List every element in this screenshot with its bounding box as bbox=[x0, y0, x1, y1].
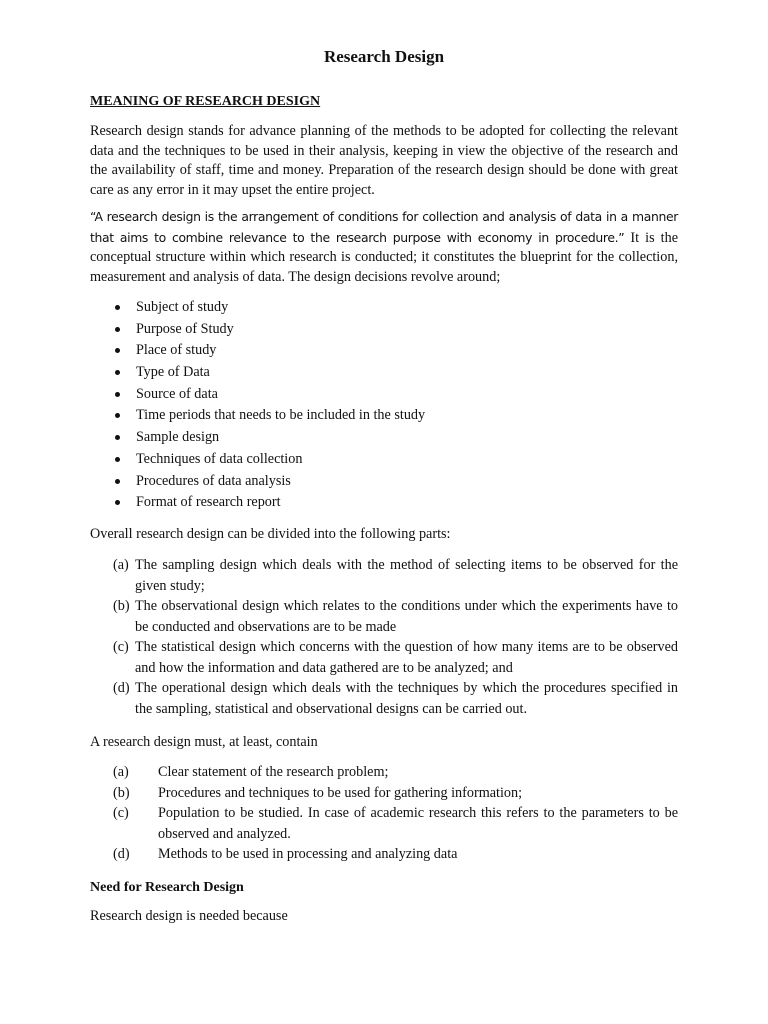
definition-paragraph bbox=[90, 207, 678, 287]
need-intro: Research design is needed because bbox=[90, 908, 288, 924]
list-item: Time periods that needs to be included in the study bbox=[90, 405, 425, 427]
list-item: (b) The observational design which relates to the conditions under which the experiments have to be conducted and observations are to be made bbox=[113, 598, 678, 635]
list-item: Source of data bbox=[90, 384, 425, 406]
list-item: Format of research report bbox=[90, 492, 425, 514]
list-item: Sample design bbox=[90, 427, 425, 449]
bullet-icon bbox=[115, 327, 120, 332]
parts-intro: Overall research design can be divided into the following parts: bbox=[90, 526, 451, 542]
list-item: Place of study bbox=[90, 340, 425, 362]
list-item: Purpose of Study bbox=[90, 319, 425, 341]
bullet-icon bbox=[115, 348, 120, 353]
bullet-icon bbox=[115, 435, 120, 440]
list-item: (b) Procedures and techniques to be used for gathering information; bbox=[113, 784, 523, 801]
bullet-icon bbox=[115, 500, 120, 505]
list-item: (a) The sampling design which deals with the method of selecting items to be observed for the given study; bbox=[113, 557, 678, 594]
section-heading: MEANING OF RESEARCH DESIGN bbox=[90, 94, 321, 109]
intro-paragraph: Research design stands for advance planning of the methods to be adopted for collecting the relevant data and the techniques to be used in their analysis, keeping in view the objective of the research and the availability of staff, time and money. Preparation of the research design should be done with great care as any error in it may upset the entire project. bbox=[90, 123, 678, 198]
list-item: Subject of study bbox=[90, 297, 425, 319]
bullet-icon bbox=[115, 413, 120, 418]
definition-rest: It is the conceptual structure within which research is conducted; it constitutes the blueprint for the collection, measurement and analysis of data. The design decisions revolve around; bbox=[90, 229, 678, 285]
design-decisions-list bbox=[90, 297, 425, 514]
definition-quote: “A research design is the arrangement of conditions for collection and analysis of data in a manner that aims to combine relevance to the research purpose with economy in procedure.” bbox=[90, 209, 678, 245]
bullet-icon bbox=[115, 479, 120, 484]
bullet-icon bbox=[115, 305, 120, 310]
bullet-icon bbox=[115, 392, 120, 397]
bullet-icon bbox=[115, 370, 120, 375]
contain-intro: A research design must, at least, contain bbox=[90, 734, 318, 750]
list-item: (d) Methods to be used in processing and analyzing data bbox=[113, 846, 458, 862]
list-item: Techniques of data collection bbox=[90, 449, 425, 471]
list-item: (d) The operational design which deals with the techniques by which the procedures specified in the sampling, statistical and observational designs can be carried out. bbox=[113, 680, 678, 717]
list-item: (c) Population to be studied. In case of academic research this refers to the parameters to be observed and analyzed. bbox=[113, 805, 678, 842]
list-item: (a) Clear statement of the research problem; bbox=[113, 764, 389, 780]
bullet-icon bbox=[115, 457, 120, 462]
need-heading: Need for Research Design bbox=[90, 880, 244, 895]
design-parts-list bbox=[113, 555, 678, 719]
page-title: Research Design bbox=[323, 47, 445, 66]
list-item: Type of Data bbox=[90, 362, 425, 384]
list-item: Procedures of data analysis bbox=[90, 471, 425, 493]
design-contents-list bbox=[113, 762, 678, 865]
list-item: (c) The statistical design which concerns with the question of how many items are to be observed and how the information and data gathered are to be analyzed; and bbox=[113, 639, 678, 676]
